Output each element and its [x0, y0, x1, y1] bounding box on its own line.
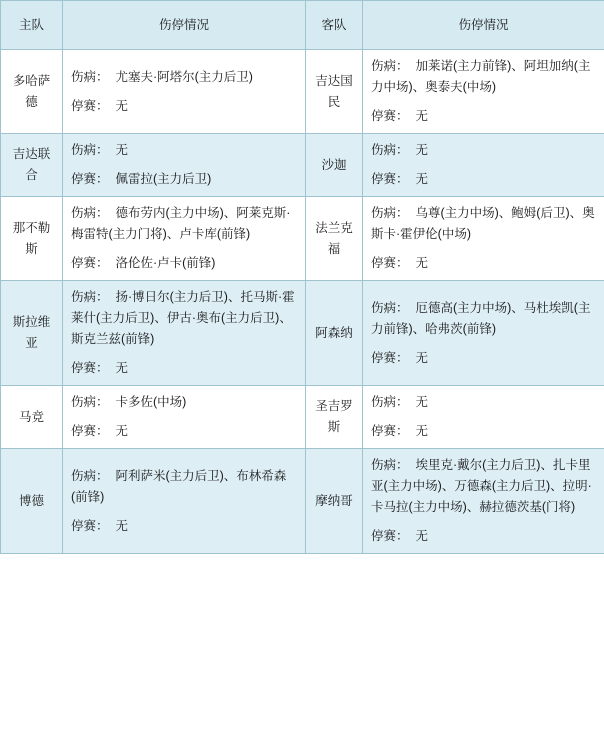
- injury-label: 伤病：: [71, 395, 109, 409]
- column-header-home-team: 主队: [1, 1, 63, 50]
- away-team-name: 沙迦: [306, 134, 363, 197]
- spacer: [71, 508, 297, 516]
- table-row: [1, 134, 604, 197]
- home-injury-info: [63, 449, 306, 554]
- spacer: [371, 98, 596, 106]
- home-team-name: 马竞: [1, 386, 63, 449]
- injury-value: 无: [415, 395, 428, 409]
- home-team-name: 博德: [1, 449, 63, 554]
- injury-label: 伤病：: [371, 206, 409, 220]
- suspend-label: 停赛：: [371, 109, 409, 123]
- injury-value: 加莱诺(主力前锋)、阿坦加纳(主力中场)、奥泰夫(中场): [371, 59, 591, 94]
- home-team-name: 那不勒斯: [1, 197, 63, 281]
- injury-label: 伤病：: [71, 468, 109, 483]
- suspend-label: 停赛：: [371, 424, 409, 438]
- home-team-name: 多哈萨德: [1, 50, 63, 134]
- suspend-label: 停赛：: [71, 256, 109, 270]
- spacer: [71, 245, 297, 253]
- table-row: [1, 281, 604, 386]
- away-suspend-line: [371, 169, 596, 190]
- suspend-value: 洛伦佐·卢卡(前锋): [115, 256, 216, 270]
- column-header-away-team: 客队: [306, 1, 363, 50]
- injury-value: 厄德高(主力中场)、马杜埃凯(主力前锋)、哈弗茨(前锋): [371, 300, 591, 336]
- injury-value: 德布劳内(主力中场)、阿莱克斯·梅雷特(主力门将)、卢卡库(前锋): [71, 206, 291, 241]
- home-team-name: 吉达联合: [1, 134, 63, 197]
- home-suspend-line: [71, 516, 297, 537]
- spacer: [71, 413, 297, 421]
- away-injury-info: [363, 197, 604, 281]
- spacer: [371, 245, 596, 253]
- away-team-name: 阿森纳: [306, 281, 363, 386]
- home-suspend-line: [71, 421, 297, 442]
- injury-value: 卡多佐(中场): [115, 395, 187, 409]
- away-injury-line: [371, 392, 596, 413]
- away-injury-info: [363, 449, 604, 554]
- home-suspend-line: [71, 169, 297, 190]
- away-injury-info: [363, 134, 604, 197]
- suspend-label: 停赛：: [71, 518, 109, 533]
- home-injury-info: [63, 386, 306, 449]
- suspend-label: 停赛：: [371, 172, 409, 186]
- away-injury-line: [371, 455, 596, 518]
- home-suspend-line: [71, 358, 297, 379]
- table-body: [1, 50, 604, 554]
- away-suspend-line: [371, 106, 596, 127]
- injury-label: 伤病：: [71, 69, 109, 84]
- away-team-name: 法兰克福: [306, 197, 363, 281]
- away-injury-line: [371, 140, 596, 161]
- suspend-value: 无: [415, 256, 428, 270]
- suspend-value: 无: [415, 424, 428, 438]
- away-injury-info: [363, 281, 604, 386]
- away-suspend-line: [371, 526, 596, 547]
- spacer: [71, 88, 297, 96]
- away-injury-line: [371, 56, 596, 98]
- injury-label: 伤病：: [71, 290, 109, 304]
- injury-value: 无: [115, 143, 128, 157]
- injury-value: 埃里克·戴尔(主力后卫)、扎卡里亚(主力中场)、万德森(主力后卫)、拉明·卡马拉(主力中场)、赫拉德茨基(门将): [371, 458, 592, 514]
- home-injury-line: [71, 392, 297, 413]
- table-row: [1, 50, 604, 134]
- suspend-label: 停赛：: [71, 98, 109, 113]
- suspend-value: 无: [415, 172, 428, 186]
- column-header-home-injury: 伤停情况: [63, 1, 306, 50]
- home-injury-line: [71, 67, 297, 88]
- column-header-away-injury: 伤停情况: [363, 1, 604, 50]
- suspend-label: 停赛：: [371, 256, 409, 270]
- home-injury-info: [63, 134, 306, 197]
- injury-value: 乌尊(主力中场)、鲍姆(后卫)、奥斯卡·霍伊伦(中场): [371, 206, 595, 241]
- spacer: [71, 161, 297, 169]
- away-suspend-line: [371, 348, 596, 369]
- away-team-name: 圣吉罗斯: [306, 386, 363, 449]
- away-injury-line: [371, 298, 596, 340]
- away-injury-info: [363, 50, 604, 134]
- home-injury-info: [63, 281, 306, 386]
- injury-label: 伤病：: [71, 206, 109, 220]
- table-row: [1, 449, 604, 554]
- away-team-name: 摩纳哥: [306, 449, 363, 554]
- home-injury-info: [63, 197, 306, 281]
- injury-label: 伤病：: [71, 143, 109, 157]
- injury-label: 伤病：: [371, 143, 409, 157]
- home-injury-line: [71, 287, 297, 350]
- injury-label: 伤病：: [371, 458, 409, 472]
- suspend-value: 无: [115, 361, 128, 375]
- away-injury-info: [363, 386, 604, 449]
- injury-label: 伤病：: [371, 300, 409, 315]
- away-suspend-line: [371, 253, 596, 274]
- suspend-label: 停赛：: [71, 361, 109, 375]
- spacer: [371, 518, 596, 526]
- injury-label: 伤病：: [371, 59, 409, 73]
- injury-value: 扬·博日尔(主力后卫)、托马斯·霍莱什(主力后卫)、伊古·奥布(主力后卫)、斯克兰兹(前锋): [71, 290, 295, 346]
- table-row: [1, 386, 604, 449]
- suspend-label: 停赛：: [71, 424, 109, 438]
- table-row: [1, 197, 604, 281]
- injury-value: 尤塞夫·阿塔尔(主力后卫): [115, 69, 253, 84]
- suspend-value: 佩雷拉(主力后卫): [115, 172, 212, 186]
- injury-label: 伤病：: [371, 395, 409, 409]
- spacer: [371, 413, 596, 421]
- home-injury-info: [63, 50, 306, 134]
- away-team-name: 吉达国民: [306, 50, 363, 134]
- spacer: [71, 350, 297, 358]
- suspend-label: 停赛：: [71, 172, 109, 186]
- home-team-name: 斯拉维亚: [1, 281, 63, 386]
- away-injury-line: [371, 203, 596, 245]
- suspend-value: 无: [115, 98, 128, 113]
- home-injury-line: [71, 140, 297, 161]
- home-suspend-line: [71, 96, 297, 117]
- injury-value: 无: [415, 143, 428, 157]
- suspend-value: 无: [415, 109, 428, 123]
- away-suspend-line: [371, 421, 596, 442]
- suspend-label: 停赛：: [371, 350, 409, 365]
- suspend-value: 无: [115, 518, 128, 533]
- spacer: [371, 340, 596, 348]
- spacer: [371, 161, 596, 169]
- suspend-label: 停赛：: [371, 529, 409, 543]
- suspend-value: 无: [115, 424, 128, 438]
- suspend-value: 无: [415, 529, 428, 543]
- injury-value: 阿利萨米(主力后卫)、布林希森(前锋): [71, 468, 287, 504]
- home-injury-line: [71, 466, 297, 508]
- table-header-row: [1, 1, 604, 50]
- suspend-value: 无: [415, 350, 428, 365]
- home-suspend-line: [71, 253, 297, 274]
- home-injury-line: [71, 203, 297, 245]
